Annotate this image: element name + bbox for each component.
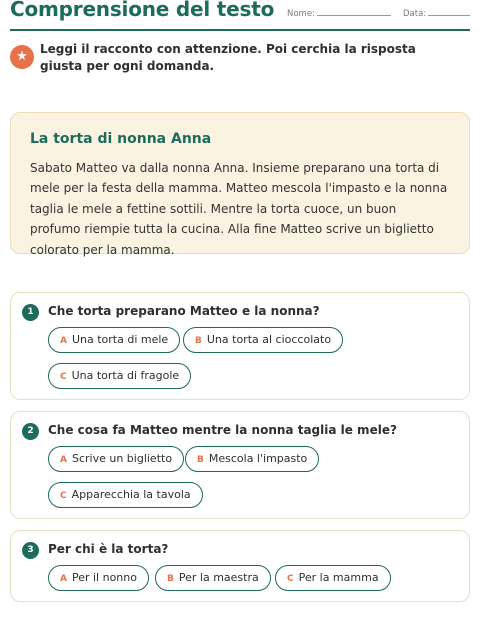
option-letter: C [60,372,67,382]
name-field[interactable] [287,8,391,19]
page-title: Comprensione del testo [10,0,275,21]
option-letter: B [167,574,174,584]
question-text: Che torta preparano Matteo e la nonna? [48,304,320,318]
name-line[interactable] [317,8,391,16]
instructions-text: Leggi il racconto con attenzione. Poi cerchia la risposta giusta per ogni domanda. [40,42,416,73]
option-label: Apparecchia la tavola [71,488,191,501]
answer-option-1a[interactable] [48,327,180,353]
question-card-2 [10,411,470,519]
option-label: Scrive un biglietto [71,452,173,465]
answer-option-1b[interactable] [183,327,343,353]
answer-option-3c[interactable] [275,565,391,591]
question-card-3 [10,530,470,602]
option-letter: B [195,336,202,346]
date-line[interactable] [428,8,470,16]
question-card-1 [10,292,470,400]
option-letter: A [60,455,67,465]
answer-option-1c[interactable] [48,363,191,389]
story-title: La torta di nonna Anna [30,131,212,147]
question-number-badge: 3 [22,542,39,559]
date-field[interactable] [403,8,470,19]
option-label: Per il nonno [71,571,137,584]
answer-option-2c[interactable] [48,482,203,508]
answer-option-3b[interactable] [155,565,271,591]
option-letter: C [60,491,67,501]
question-text: Per chi è la torta? [48,542,169,556]
name-label: Nome: [287,9,315,19]
option-label: Per la mamma [298,571,379,584]
option-label: Una torta di mele [71,333,169,346]
option-label: Una torta al cioccolato [206,333,332,346]
story-text: Sabato Matteo va dalla nonna Anna. Insieme preparano una torta di mele per la festa della mamma. Matteo mescola l'impasto e la nonna taglia le mele a fettine sottili. Mentre la torta cuoce, un buon profumo riempie tutta la cucina. Alla fine Matteo scrive un biglietto colorato per la mamma. [30,161,448,257]
answer-option-2a[interactable] [48,446,184,472]
option-letter: A [60,574,67,584]
option-letter: B [197,455,204,465]
question-text: Che cosa fa Matteo mentre la nonna taglia le mele? [48,423,397,437]
question-number-badge: 2 [22,423,39,440]
option-letter: A [60,336,67,346]
story-box [10,112,470,257]
header-divider [10,29,470,31]
option-label: Una torta di fragole [71,369,180,382]
star-icon: ★ [10,45,34,69]
worksheet-header [0,0,480,32]
option-label: Mescola l'impasto [208,452,308,465]
option-label: Per la maestra [178,571,259,584]
date-label: Data: [403,9,427,19]
question-number-badge: 1 [22,304,39,321]
answer-option-3a[interactable] [48,565,149,591]
option-letter: C [287,574,294,584]
answer-option-2b[interactable] [185,446,319,472]
